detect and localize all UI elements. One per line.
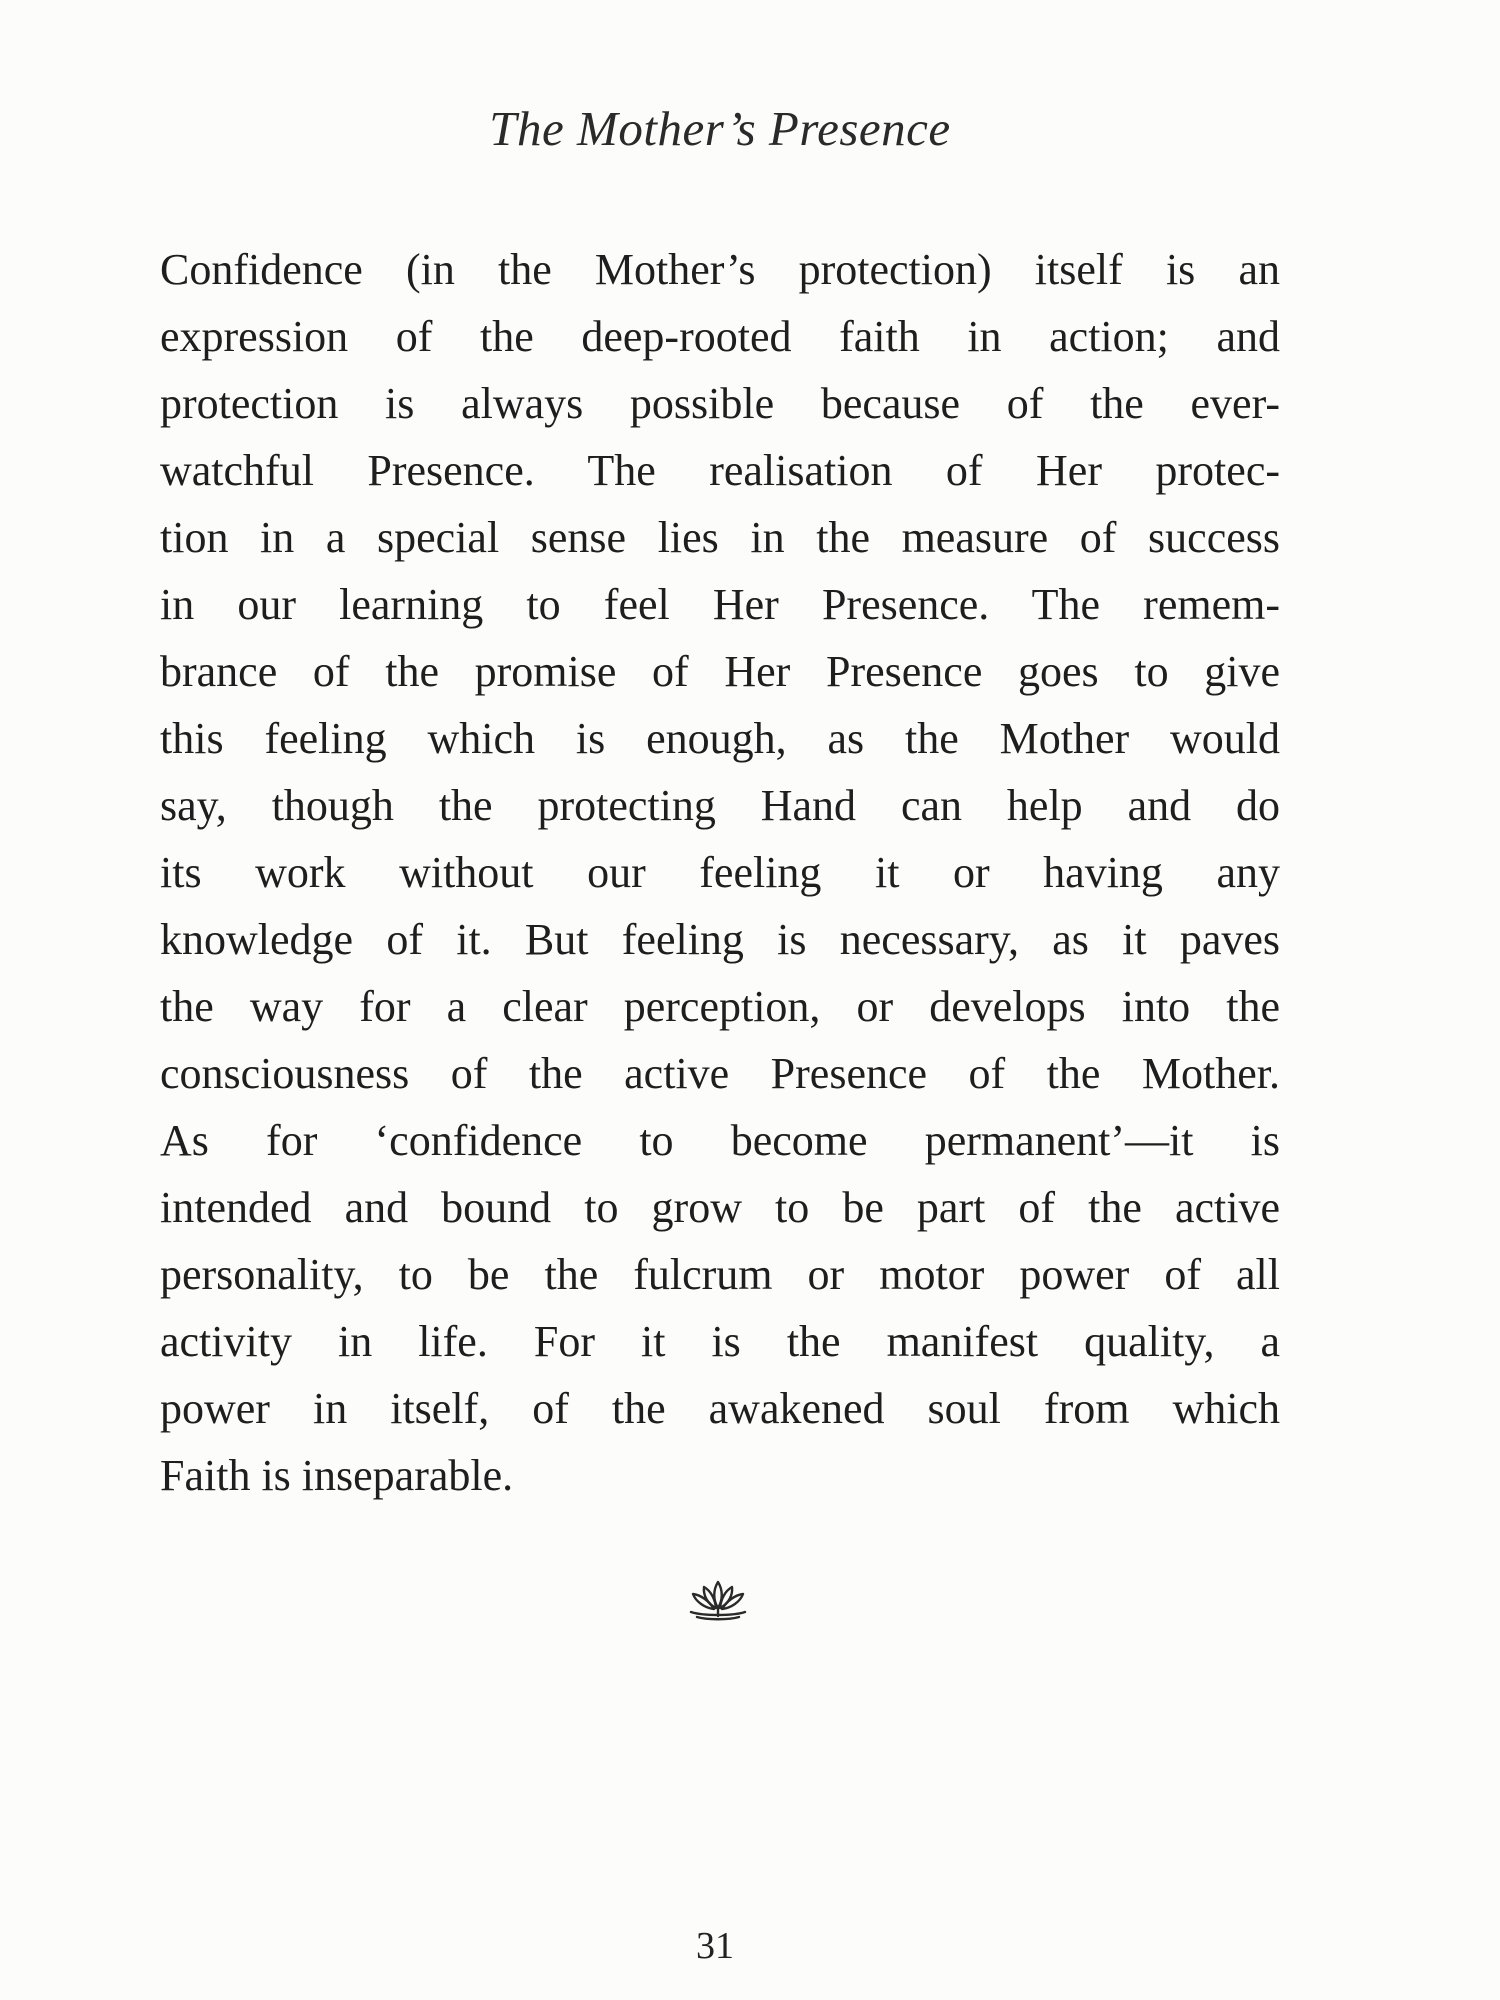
text-line: power in itself, of the awakened soul from which xyxy=(160,1384,1280,1433)
text-line: consciousness of the active Presence of the Mother. xyxy=(160,1049,1280,1098)
text-line: say, though the protecting Hand can help and do xyxy=(160,781,1280,830)
text-line: the way for a clear perception, or develops into the xyxy=(160,982,1280,1031)
text-line: activity in life. For it is the manifest quality, a xyxy=(160,1317,1280,1366)
text-line: knowledge of it. But feeling is necessary, as it paves xyxy=(160,915,1280,964)
body-paragraph xyxy=(160,236,1280,1509)
text-line: this feeling which is enough, as the Mother would xyxy=(160,714,1280,763)
text-line: expression of the deep-rooted faith in action; and xyxy=(160,312,1280,361)
text-line: watchful Presence. The realisation of Her protec- xyxy=(160,446,1280,495)
text-line: personality, to be the fulcrum or motor power of all xyxy=(160,1250,1280,1299)
text-line: in our learning to feel Her Presence. The remem- xyxy=(160,580,1280,629)
text-line: brance of the promise of Her Presence goes to give xyxy=(160,647,1280,696)
text-line: Faith is inseparable. xyxy=(160,1451,514,1500)
text-line: Confidence (in the Mother’s protection) itself is an xyxy=(160,245,1280,294)
page-number: 31 xyxy=(696,1925,734,1967)
text-line: intended and bound to grow to be part of the active xyxy=(160,1183,1280,1232)
text-line: tion in a special sense lies in the measure of success xyxy=(160,513,1280,562)
text-line: its work without our feeling it or having any xyxy=(160,848,1280,897)
text-line: As for ‘confidence to become permanent’—it is xyxy=(160,1116,1280,1165)
running-head-title: The Mother’s Presence xyxy=(489,101,951,156)
lotus-icon xyxy=(683,1578,753,1622)
text-line: protection is always possible because of the ever- xyxy=(160,379,1280,428)
